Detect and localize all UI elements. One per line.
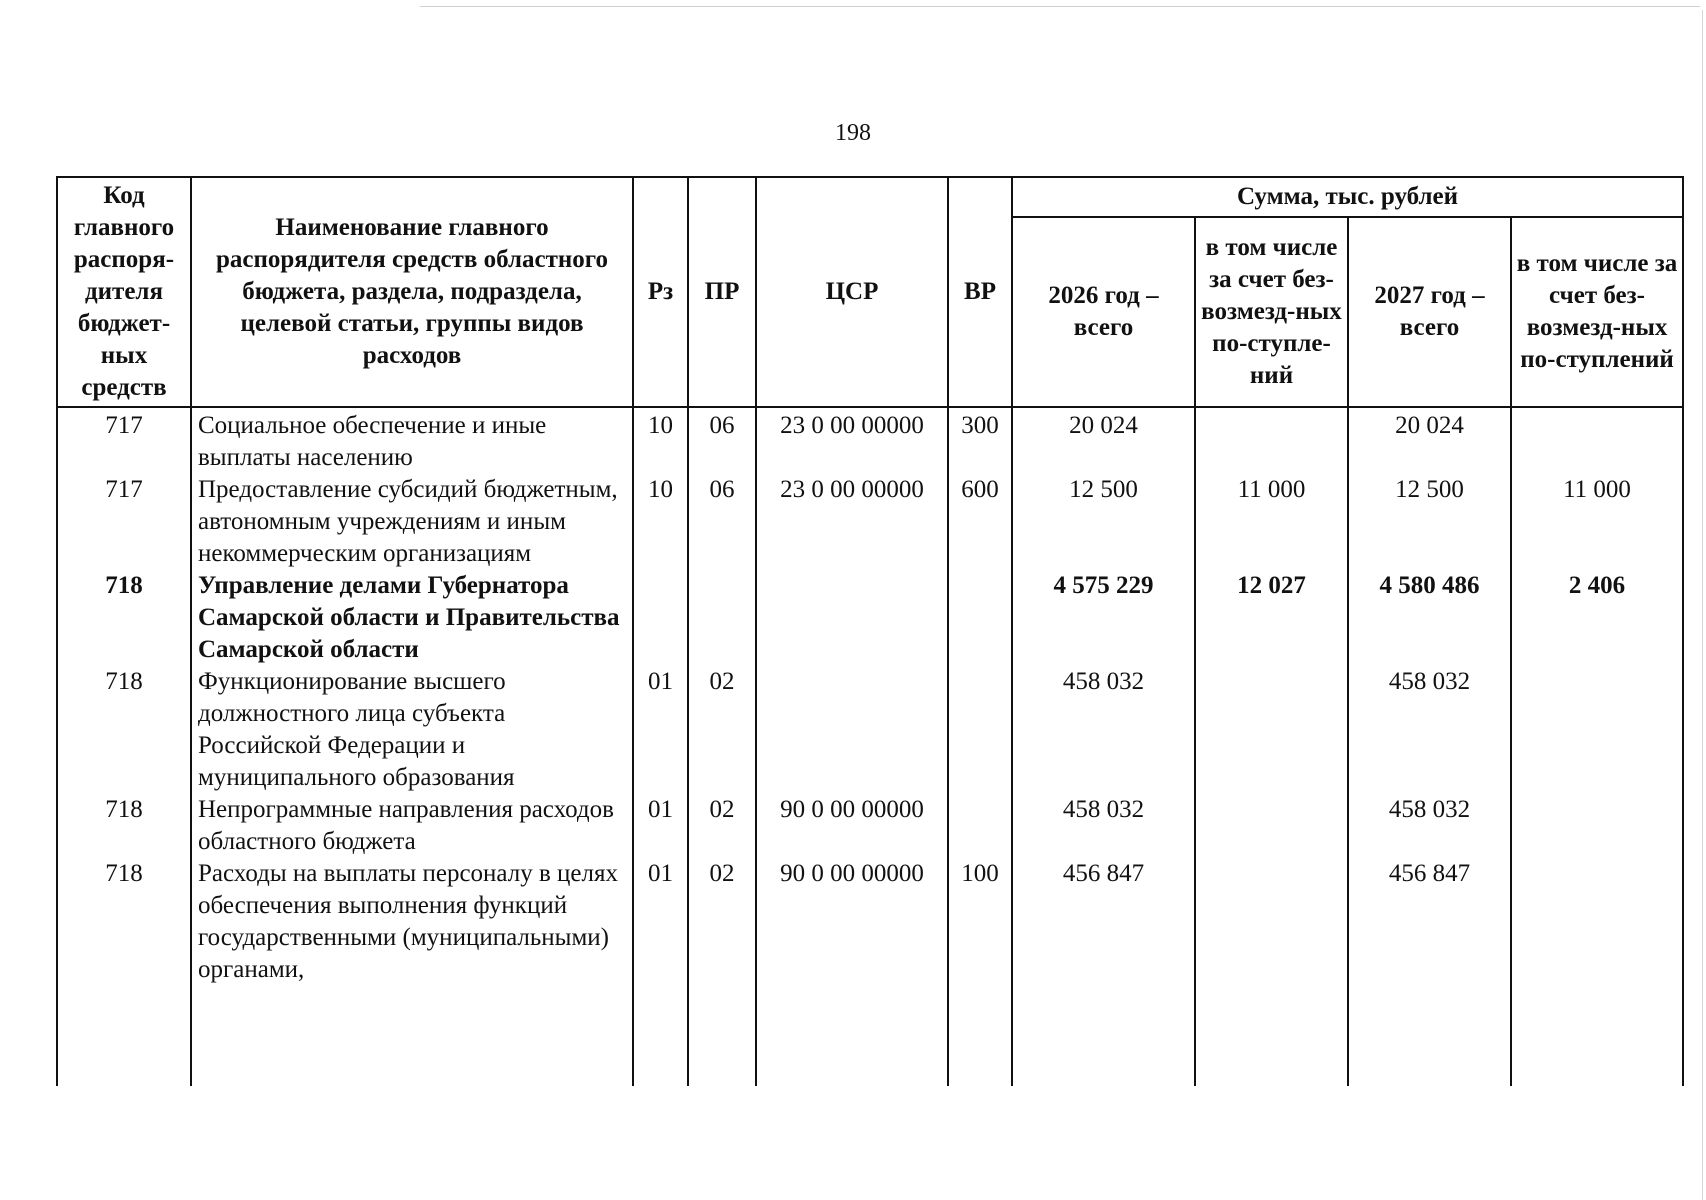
table-row-total — [57, 570, 1683, 666]
table-row — [57, 666, 1683, 794]
header-rz: Рз — [633, 177, 688, 407]
cell-code: 717 — [57, 474, 191, 570]
cell-vr — [948, 666, 1012, 794]
table-row — [57, 407, 1683, 474]
table-row — [57, 794, 1683, 858]
cell-vr: 600 — [948, 474, 1012, 570]
spacer-cell — [1348, 986, 1511, 1086]
cell-name: Непрограммные направления расходов областного бюджета — [191, 794, 633, 858]
cell-2026-grants — [1195, 794, 1348, 858]
cell-rz: 10 — [633, 407, 688, 474]
cell-2026-total: 458 032 — [1012, 794, 1195, 858]
header-name: Наименование главного распорядителя средств областного бюджета, раздела, подраздела, целевой статьи, группы видов расходов — [191, 177, 633, 407]
cell-vr — [948, 570, 1012, 666]
cell-2026-grants — [1195, 666, 1348, 794]
cell-2026-total: 458 032 — [1012, 666, 1195, 794]
cell-vr: 300 — [948, 407, 1012, 474]
cell-code: 718 — [57, 666, 191, 794]
cell-2026-grants — [1195, 858, 1348, 986]
cell-code: 718 — [57, 570, 191, 666]
spacer-cell — [688, 986, 756, 1086]
cell-2027-total: 12 500 — [1348, 474, 1511, 570]
cell-pr: 06 — [688, 407, 756, 474]
cell-csr: 90 0 00 00000 — [756, 858, 948, 986]
cell-csr: 23 0 00 00000 — [756, 474, 948, 570]
cell-pr: 06 — [688, 474, 756, 570]
cell-code: 718 — [57, 794, 191, 858]
cell-pr: 02 — [688, 666, 756, 794]
cell-csr — [756, 666, 948, 794]
cell-code: 717 — [57, 407, 191, 474]
spacer-cell — [1195, 986, 1348, 1086]
cell-2026-grants: 11 000 — [1195, 474, 1348, 570]
cell-2027-total: 20 024 — [1348, 407, 1511, 474]
cell-csr: 90 0 00 00000 — [756, 794, 948, 858]
cell-pr: 02 — [688, 794, 756, 858]
cell-csr: 23 0 00 00000 — [756, 407, 948, 474]
cell-2027-grants — [1511, 858, 1683, 986]
table-row — [57, 858, 1683, 986]
cell-2026-grants — [1195, 407, 1348, 474]
header-code: Код главного распоря-дителя бюджет-ных средств — [57, 177, 191, 407]
cell-rz — [633, 570, 688, 666]
cell-pr: 02 — [688, 858, 756, 986]
spacer-cell — [1012, 986, 1195, 1086]
cell-2027-total: 456 847 — [1348, 858, 1511, 986]
scan-edge-right — [1702, 10, 1703, 1200]
spacer-cell — [191, 986, 633, 1086]
cell-2026-total: 4 575 229 — [1012, 570, 1195, 666]
cell-2027-total: 458 032 — [1348, 666, 1511, 794]
header-2026-total: 2026 год – всего — [1012, 217, 1195, 407]
spacer-cell — [756, 986, 948, 1086]
cell-rz: 01 — [633, 794, 688, 858]
cell-vr — [948, 794, 1012, 858]
cell-vr: 100 — [948, 858, 1012, 986]
spacer-cell — [633, 986, 688, 1086]
cell-name: Управление делами Губернатора Самарской области и Правительства Самарской области — [191, 570, 633, 666]
cell-2027-grants — [1511, 794, 1683, 858]
cell-name: Функционирование высшего должностного лица субъекта Российской Федерации и муниципального образования — [191, 666, 633, 794]
spacer-cell — [1511, 986, 1683, 1086]
cell-name: Предоставление субсидий бюджетным, автономным учреждениям и иным некоммерческим организациям — [191, 474, 633, 570]
cell-pr — [688, 570, 756, 666]
cell-rz: 10 — [633, 474, 688, 570]
cell-name: Социальное обеспечение и иные выплаты населению — [191, 407, 633, 474]
header-csr: ЦСР — [756, 177, 948, 407]
table-row — [57, 474, 1683, 570]
table-body — [57, 407, 1683, 1086]
cell-2027-grants — [1511, 666, 1683, 794]
table-header — [57, 177, 1683, 407]
header-2026-grants: в том числе за счет без-возмезд-ных по-ступле-ний — [1195, 217, 1348, 407]
cell-2027-grants — [1511, 407, 1683, 474]
budget-table — [56, 176, 1684, 1086]
cell-2026-grants: 12 027 — [1195, 570, 1348, 666]
scan-edge-top — [420, 6, 1700, 7]
cell-2026-total: 456 847 — [1012, 858, 1195, 986]
cell-csr — [756, 570, 948, 666]
cell-2027-grants: 11 000 — [1511, 474, 1683, 570]
header-pr: ПР — [688, 177, 756, 407]
table-spacer-row — [57, 986, 1683, 1086]
header-2027-grants: в том числе за счет без-возмезд-ных по-ступлений — [1511, 217, 1683, 407]
cell-name: Расходы на выплаты персоналу в целях обеспечения выполнения функций государственными (муниципальными) органами, — [191, 858, 633, 986]
page-number: 198 — [835, 120, 871, 146]
cell-2027-total: 4 580 486 — [1348, 570, 1511, 666]
cell-2026-total: 12 500 — [1012, 474, 1195, 570]
spacer-cell — [948, 986, 1012, 1086]
cell-2027-grants: 2 406 — [1511, 570, 1683, 666]
cell-rz: 01 — [633, 666, 688, 794]
header-vr: ВР — [948, 177, 1012, 407]
header-sum-group: Сумма, тыс. рублей — [1012, 177, 1683, 217]
header-row-top — [57, 177, 1683, 217]
cell-2027-total: 458 032 — [1348, 794, 1511, 858]
cell-rz: 01 — [633, 858, 688, 986]
spacer-cell — [57, 986, 191, 1086]
cell-2026-total: 20 024 — [1012, 407, 1195, 474]
header-2027-total: 2027 год – всего — [1348, 217, 1511, 407]
cell-code: 718 — [57, 858, 191, 986]
